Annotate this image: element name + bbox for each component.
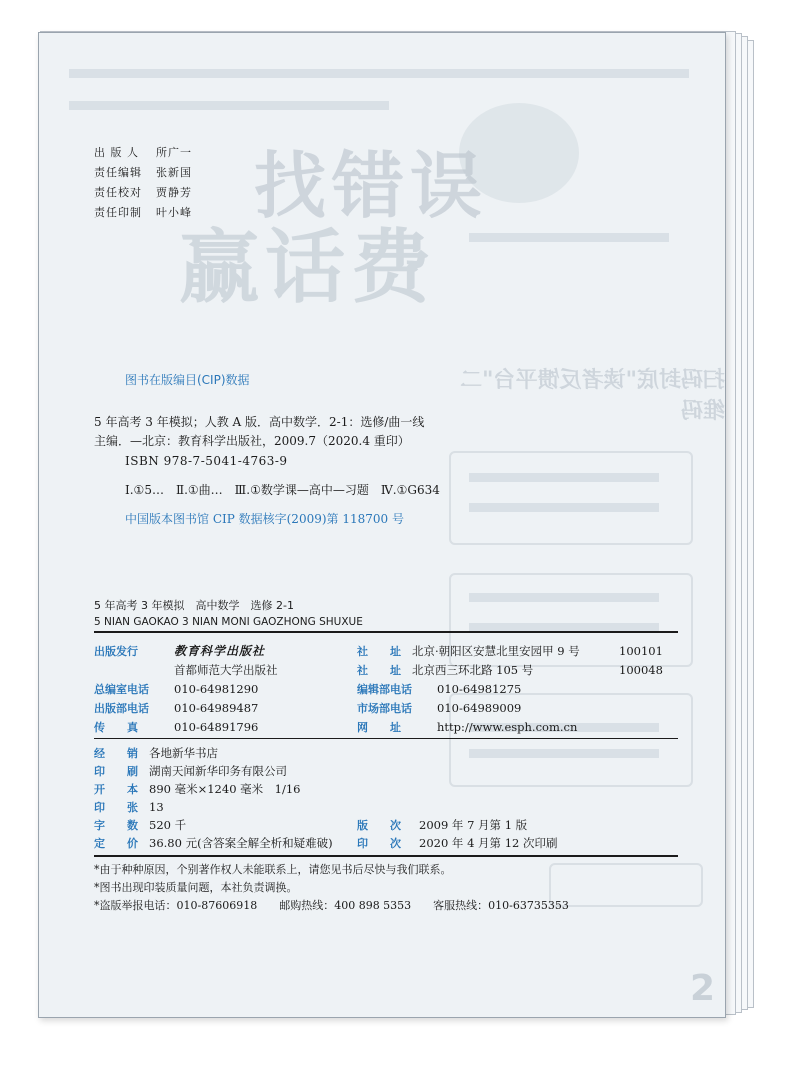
ghost-banner-top: 找错误 [254,144,489,228]
staff-role: 责任编辑 [94,166,142,179]
ghost-line [69,101,389,110]
contact-label: 编辑部电话 [357,683,412,696]
contact-value: 010-64981290 [174,682,259,696]
notice-quality: *图书出现印装质量问题，本社负责调换。 [94,881,298,894]
contact-value: 010-64989009 [437,701,522,715]
website-link[interactable]: http://www.esph.com.cn [437,720,578,734]
staff-printing [94,206,192,220]
spec-label: 印 刷 [94,765,138,778]
publisher-label: 出版发行 [94,645,138,658]
staff-publisher [94,146,192,160]
contact-website [357,720,577,735]
ghost-line [469,233,669,242]
ghost-banner-bottom: 赢话费 [179,221,437,314]
spec-printer [94,764,287,779]
staff-name: 张新国 [156,166,192,179]
contact-label: 传 真 [94,721,138,734]
notice-copyright: *由于种种原因，个别著作权人未能联系上，请您见书后尽快与我们联系。 [94,863,452,876]
spec-distributor [94,746,218,761]
address-1: 北京·朝阳区安慧北里安园甲 9 号 [412,644,580,658]
copublisher: 首都师范大学出版社 [174,663,278,677]
ghost-page-number: 2 [689,968,715,1009]
spec-value: 各地新华书店 [149,746,218,760]
staff-name: 所广一 [156,146,192,159]
address-label: 社 址 [357,645,401,658]
divider-top [94,631,678,633]
staff-role: 责任印制 [94,206,142,219]
notice-hotlines: *盗版举报电话：010-87606918 邮购热线：400 898 5353 客服热线：010-63735353 [94,899,569,912]
book-title-pinyin: 5 NIAN GAOKAO 3 NIAN MONI GAOZHONG SHUXUE [94,616,363,628]
contact-label: 市场部电话 [357,702,412,715]
address-row-2 [357,663,533,678]
staff-role: 出 版 人 [94,146,139,159]
cip-isbn: ISBN 978-7-5041-4763-9 [125,454,288,468]
spec-label: 开 本 [94,783,138,796]
spec-sheets [94,800,164,815]
publisher-row [94,644,265,659]
impression-row [357,836,558,851]
contact-editorial-office [94,682,258,697]
spec-label: 经 销 [94,747,138,760]
cip-line-2: 主编．—北京：教育科学出版社，2009.7（2020.4 重印） [94,434,410,448]
spec-value: 890 毫米×1240 毫米 1/16 [149,782,301,796]
contact-label: 总编室电话 [94,683,149,696]
edition-row [357,818,527,833]
contact-editorial-dept [357,682,521,697]
publisher-logo: 教育科学出版社 [174,644,266,658]
ghost-mirrored-heading: 扫码封底"读者反馈平台"二维码 [460,368,725,424]
address-2: 北京西三环北路 105 号 [412,663,534,677]
cip-record-number: 中国版本图书馆 CIP 数据核字(2009)第 118700 号 [125,512,404,526]
ghost-line [69,69,689,78]
ghost-box [549,863,703,907]
staff-name: 叶小峰 [156,206,192,219]
ghost-line [469,473,659,482]
spec-label: 印 张 [94,801,138,814]
divider-middle [94,738,678,739]
postcode-1: 100101 [619,644,663,658]
spec-value: 36.80 元(含答案全解全析和疑难破) [149,836,333,850]
edition-label: 版 次 [357,819,401,832]
ghost-line [469,503,659,512]
contact-publishing-dept [94,701,258,716]
contact-value: 010-64989487 [174,701,259,715]
cip-classification: Ⅰ.①5… Ⅱ.①曲… Ⅲ.①数学课—高中—习题 Ⅳ.①G634 [125,483,440,497]
spec-value: 520 千 [149,818,187,832]
copyright-page [38,32,726,1018]
ghost-box [449,451,693,545]
contact-label: 出版部电话 [94,702,149,715]
cip-heading: 图书在版编目(CIP)数据 [125,373,250,387]
spec-value: 湖南天闻新华印务有限公司 [149,764,287,778]
spec-label: 定 价 [94,837,138,850]
staff-editor [94,166,192,180]
address-row-1 [357,644,580,659]
postcode-2: 100048 [619,663,663,677]
contact-value: 010-64891796 [174,720,259,734]
staff-role: 责任校对 [94,186,142,199]
staff-proofreader [94,186,192,200]
ghost-line [469,593,659,602]
spec-price [94,836,333,851]
contact-fax [94,720,258,735]
contact-value: 010-64981275 [437,682,522,696]
contact-label: 网 址 [357,721,401,734]
divider-bottom [94,855,678,857]
staff-name: 贾静芳 [156,186,192,199]
spec-word-count [94,818,186,833]
spec-format [94,782,301,797]
spec-value: 13 [149,800,164,814]
contact-market-dept [357,701,521,716]
address-label: 社 址 [357,664,401,677]
impression-value: 2020 年 4 月第 12 次印刷 [419,836,558,850]
impression-label: 印 次 [357,837,401,850]
ghost-line [469,749,659,758]
edition-value: 2009 年 7 月第 1 版 [419,818,528,832]
book-title-cn: 5 年高考 3 年模拟 高中数学 选修 2-1 [94,599,294,612]
cip-line-1: 5 年高考 3 年模拟；人教 A 版．高中数学．2-1：选修/曲一线 [94,415,425,429]
spec-label: 字 数 [94,819,138,832]
